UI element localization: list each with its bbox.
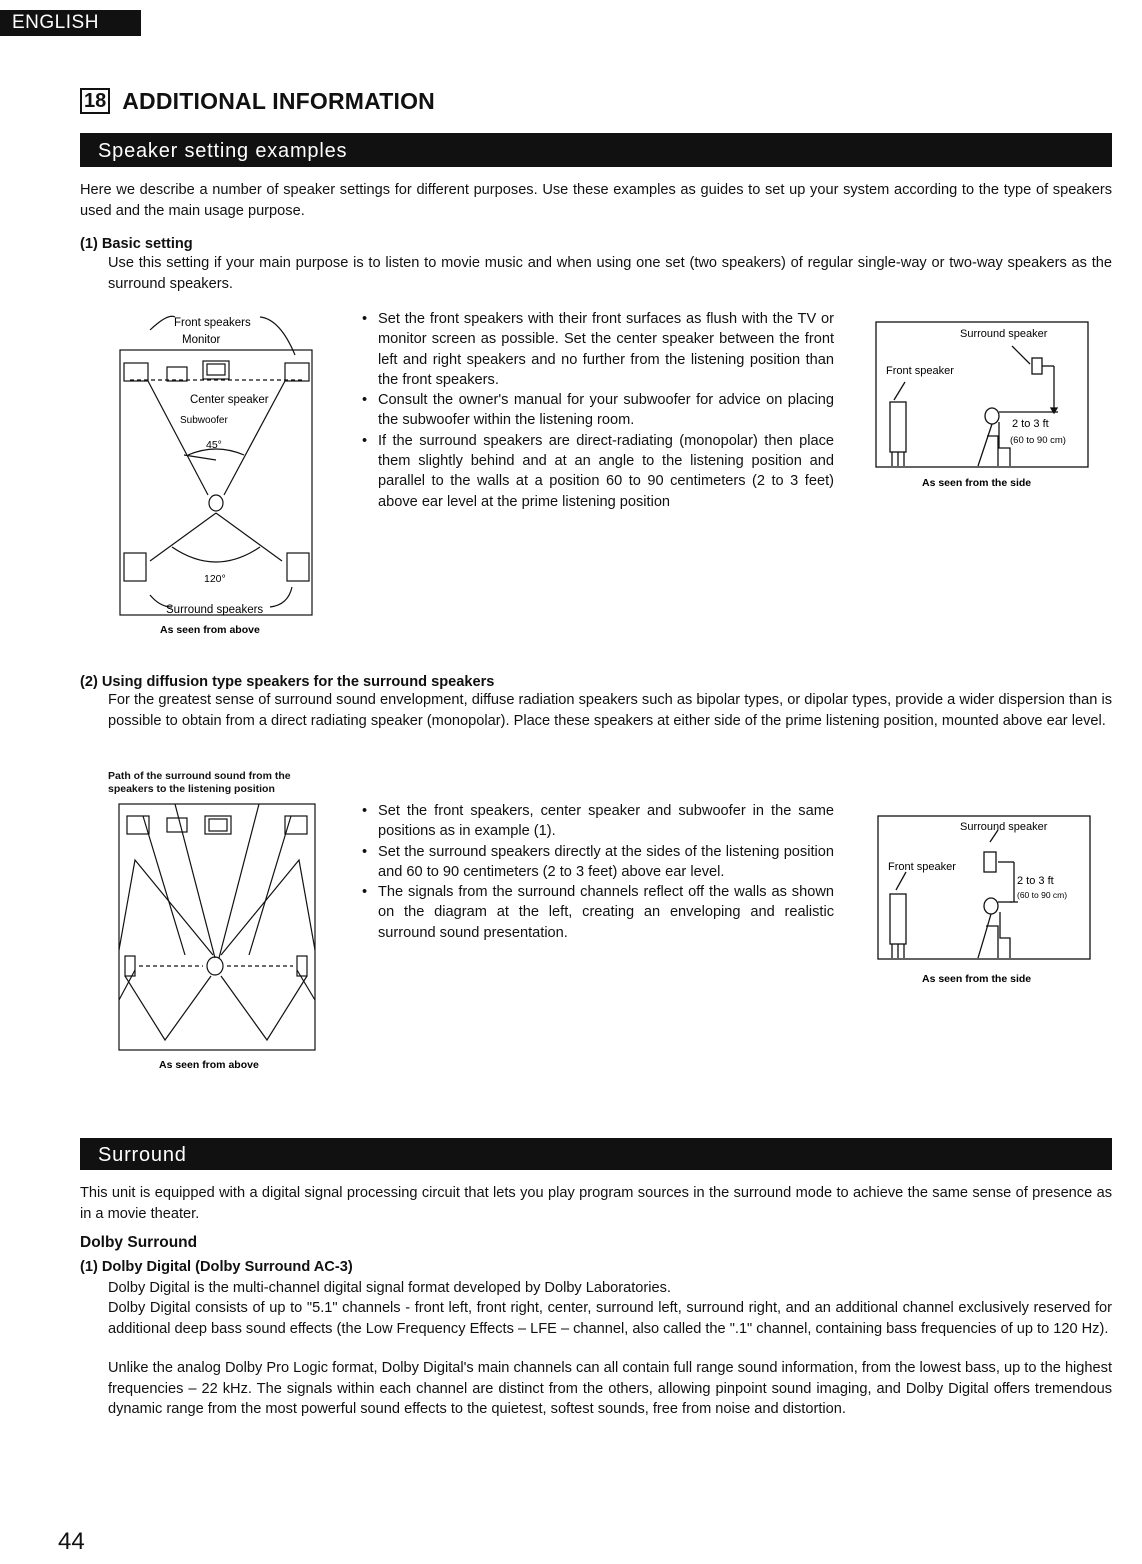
surround-intro: This unit is equipped with a digital signal processing circuit that lets you play program sources in the surround mode to achieve the same sense of presence as in a movie theater. bbox=[80, 1185, 1112, 1222]
diffusion-side-caption: As seen from the side bbox=[922, 973, 1032, 985]
basic-setting-text: Use this setting if your main purpose is to listen to movie music and when using one set (two speakers) of regular single-way or two-way speakers as the surround speakers. bbox=[108, 255, 1112, 292]
path-label-line2: speakers to the listening position bbox=[108, 783, 275, 795]
height-cm-label: (60 to 90 cm) bbox=[1017, 890, 1068, 900]
dolby-digital-p3: Unlike the analog Dolby Pro Logic format, Dolby Digital's main channels can all contain full range sound information, from the lowest bass, up to the highest frequencies – 22 kHz. The signals within each channel are distinct from the others, allowing pinpoint sound imaging, and Dolby Digital offers tremendous dynamic range from the most powerful sound effects to the quietest, softest sounds, free from noise and distortion. bbox=[108, 1360, 1112, 1417]
basic-bullets bbox=[360, 309, 834, 512]
center-speaker-label: Center speaker bbox=[190, 394, 269, 406]
chapter-number: 18 bbox=[80, 88, 110, 114]
front-speaker-label: Front speaker bbox=[888, 861, 956, 873]
basic-top-caption: As seen from above bbox=[160, 624, 260, 636]
chapter-title: ADDITIONAL INFORMATION bbox=[122, 87, 435, 114]
front-left-speaker-icon bbox=[124, 363, 148, 381]
listener-head-icon bbox=[207, 957, 223, 975]
front-speakers-label: Front speakers bbox=[174, 317, 251, 329]
dolby-digital-p1: Dolby Digital is the multi-channel digital signal format developed by Dolby Laboratories. bbox=[108, 1280, 671, 1296]
list-item: • The signals from the surround channels reflect off the walls as shown on the diagram at the left, creating an enveloping and realistic surround sound presentation. bbox=[360, 882, 834, 943]
front-speaker-icon bbox=[890, 402, 906, 452]
listener-head-icon bbox=[985, 408, 999, 424]
chapter-heading bbox=[80, 86, 435, 116]
list-item: • Consult the owner's manual for your subwoofer for advice on placing the subwoofer within the listening room. bbox=[360, 390, 834, 431]
basic-setting-heading: (1) Basic setting bbox=[80, 236, 193, 252]
diffusion-bullets bbox=[360, 801, 834, 943]
subwoofer-icon bbox=[167, 367, 187, 381]
subwoofer-label: Subwoofer bbox=[180, 415, 228, 426]
height-cm-label: (60 to 90 cm) bbox=[1010, 435, 1066, 446]
angle-45-label: 45° bbox=[206, 439, 222, 451]
diffusion-heading: (2) Using diffusion type speakers for the surround speakers bbox=[80, 674, 495, 690]
surround-speaker-icon bbox=[1032, 358, 1042, 374]
listener-head-icon bbox=[984, 898, 998, 914]
surround-speakers-label: Surround speakers bbox=[166, 604, 264, 616]
list-item: • Set the front speakers, center speaker and subwoofer in the same positions as in example (1). bbox=[360, 801, 834, 842]
basic-side-caption: As seen from the side bbox=[922, 477, 1032, 489]
language-tab: ENGLISH bbox=[0, 10, 141, 36]
surround-right-speaker-icon bbox=[287, 553, 309, 581]
front-speaker-label: Front speaker bbox=[886, 365, 954, 377]
surround-speaker-icon bbox=[984, 852, 996, 872]
page-number: 44 bbox=[58, 1528, 85, 1555]
diffusion-top-caption: As seen from above bbox=[159, 1059, 259, 1071]
dolby-surround-heading: Dolby Surround bbox=[80, 1234, 198, 1251]
front-speaker-icon bbox=[890, 894, 906, 944]
height-ft-label: 2 to 3 ft bbox=[1017, 875, 1054, 887]
list-item: • Set the front speakers with their front surfaces as flush with the TV or monitor screen as possible. Set the center speaker between the front left and right speakers and no further from the listening position than the front speakers. bbox=[360, 309, 834, 390]
monitor-label: Monitor bbox=[182, 334, 221, 346]
diffusion-text: For the greatest sense of surround sound envelopment, diffuse radiation speakers such as bipolar types, or dipolar types, provide a wider dispersion than is possible to obtain from a direct radiating speaker (monopolar). Place these speakers at either side of the prime listening position, mounted above ear level. bbox=[108, 692, 1112, 729]
dolby-digital-p2: Dolby Digital consists of up to "5.1" channels - front left, front right, center, surround left, surround right, and an additional channel exclusively reserved for additional deep bass sound effects (the Low Frequency Effects – LFE – channel, also called the ".1" channel, containing bass frequencies of up to 120 Hz). bbox=[108, 1300, 1112, 1337]
speaker-intro: Here we describe a number of speaker settings for different purposes. Use these examples as guides to set up your system according to the type of speakers used and the main usage purpose. bbox=[80, 182, 1112, 219]
surround-left-speaker-icon bbox=[124, 553, 146, 581]
subwoofer-icon bbox=[167, 818, 187, 832]
height-ft-label: 2 to 3 ft bbox=[1012, 418, 1049, 430]
surround-speaker-label: Surround speaker bbox=[960, 821, 1048, 833]
section-bar-speaker-setting: Speaker setting examples bbox=[80, 133, 1112, 167]
diffusion-side-view-diagram bbox=[874, 812, 1096, 992]
basic-top-view-diagram bbox=[110, 305, 330, 640]
basic-side-view-diagram bbox=[872, 318, 1094, 493]
diffusion-top-view-diagram bbox=[115, 800, 320, 1075]
surround-speaker-label: Surround speaker bbox=[960, 328, 1048, 340]
dolby-digital-heading: (1) Dolby Digital (Dolby Surround AC-3) bbox=[80, 1259, 353, 1275]
list-item: • Set the surround speakers directly at the sides of the listening position and 60 to 90 centimeters (2 to 3 feet) above ear level. bbox=[360, 842, 834, 883]
path-label-line1: Path of the surround sound from the bbox=[108, 770, 291, 782]
list-item: • If the surround speakers are direct-radiating (monopolar) then place them slightly behind and at an angle to the listening position and parallel to the walls at a position 60 to 90 centimeters (2 to 3 feet) above ear level at the prime listening position bbox=[360, 431, 834, 512]
angle-120-label: 120° bbox=[204, 573, 226, 585]
listener-head-icon bbox=[209, 495, 223, 511]
section-bar-surround: Surround bbox=[80, 1138, 1112, 1170]
front-right-speaker-icon bbox=[285, 363, 309, 381]
